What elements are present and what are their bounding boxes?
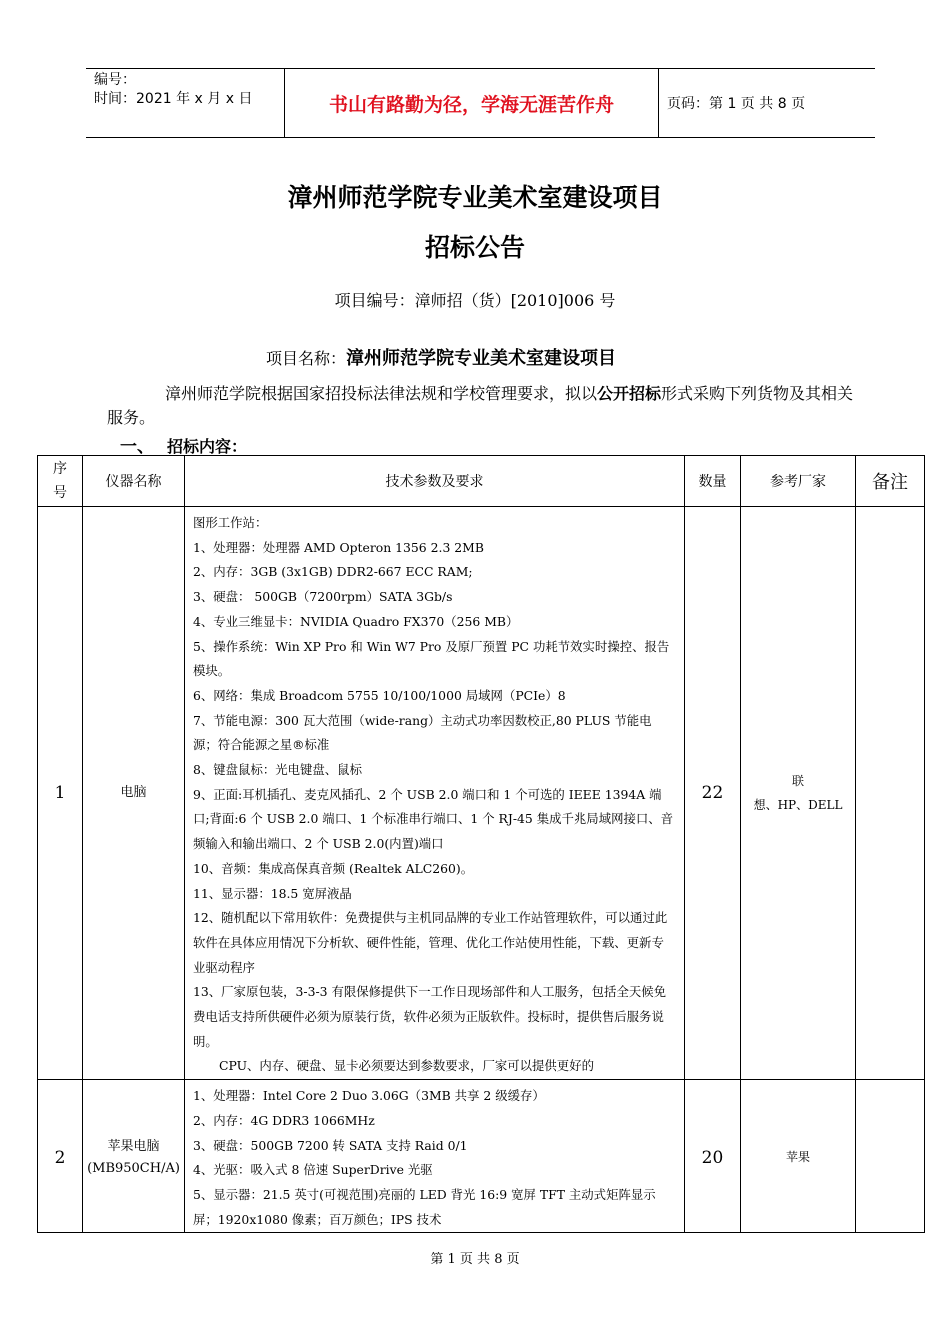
header-maker: 参考厂家: [741, 456, 856, 507]
section-title: 招标内容：: [167, 437, 248, 456]
section-heading: [107, 432, 247, 457]
row-name: 电脑: [83, 507, 185, 1080]
row-qty: 20: [685, 1080, 741, 1233]
spec-line: 1、处理器：Intel Core 2 Duo 3.06G（3MB 共享 2 级缓存）: [193, 1088, 545, 1104]
spec-line: 5、操作系统：Win XP Pro 和 Win W7 Pro 及原厂预置 PC 功耗节效实时操控、报告模块。: [193, 638, 670, 679]
row-spec: [185, 507, 685, 1080]
table-header-row: [38, 456, 925, 507]
project-number: 项目编号：漳师招（货）[2010]006 号: [334, 291, 616, 310]
header-note: 备注: [856, 456, 925, 507]
spec-line: 12、随机配以下常用软件：免费提供与主机同品牌的专业工作站管理软件，可以通过此软件在具体应用情况下分析软、硬件性能，管理、优化工作站使用性能，下载、更新专业驱动程序: [193, 910, 668, 975]
maker-line: 想、HP、DELL: [753, 798, 843, 813]
row-note: [856, 507, 925, 1080]
intro-paragraph: [107, 382, 857, 430]
header-spec: 技术参数及要求: [185, 456, 685, 507]
spec-line: 3、硬盘：500GB 7200 转 SATA 支持 Raid 0/1: [193, 1137, 468, 1153]
page-header: [86, 68, 875, 138]
spec-line: CPU、内存、硬盘、显卡必须要达到参数要求，厂家可以提供更好的: [219, 1058, 594, 1074]
name-line: (MB950CH/A): [87, 1160, 180, 1176]
spec-line: 图形工作站：: [193, 515, 268, 530]
project-name: [266, 344, 616, 370]
row-seq: 2: [38, 1080, 83, 1233]
header-meta: [86, 69, 285, 137]
maker-line: 联: [791, 774, 804, 789]
doc-title: 漳州师范学院专业美术室建设项目: [287, 183, 663, 212]
row-maker: 苹果: [741, 1080, 856, 1233]
name-line: 苹果电脑: [107, 1138, 160, 1154]
row-maker: [741, 507, 856, 1080]
bid-table: [37, 455, 925, 1233]
header-time: 时间：2021 年 x 月 x 日: [94, 91, 253, 107]
header-number: 编号：: [94, 72, 136, 88]
spec-line: 4、光驱：吸入式 8 倍速 SuperDrive 光驱: [193, 1162, 433, 1178]
section-number: 一、: [120, 437, 154, 457]
spec-line: 13、厂家原包装，3-3-3 有限保修提供下一工作日现场部件和人工服务，包括全天候免费电话支持所供硬件必须为原装行货，软件必须为正版软件。投标时，提供售后服务说明。: [193, 984, 667, 1049]
intro-bold: 公开招标: [597, 384, 662, 403]
table-row: [38, 1080, 925, 1233]
spec-line: 10、音频：集成高保真音频 (Realtek ALC260)。: [193, 860, 474, 876]
spec-line: 2、内存：3GB (3x1GB) DDR2-667 ECC RAM;: [193, 564, 473, 580]
table-row: [38, 507, 925, 1080]
spec-line: 5、显示器：21.5 英寸(可视范围)亮丽的 LED 背光 16:9 宽屏 TFT 主动式矩阵显示屏；1920x1080 像素；百万颜色；IPS 技术: [193, 1186, 656, 1227]
doc-subtitle: 招标公告: [424, 233, 525, 262]
intro-text-2: 形式采购下列货物及其相关服务。: [107, 384, 854, 427]
row-seq: 1: [38, 507, 83, 1080]
spec-line: 6、网络：集成 Broadcom 5755 10/100/1000 局域网（PCIe）8: [193, 687, 566, 703]
row-spec: [185, 1080, 685, 1233]
project-name-label: 项目名称：: [266, 349, 347, 368]
spec-line: 4、专业三维显卡：NVIDIA Quadro FX370（256 MB）: [193, 613, 519, 629]
spec-line: 9、正面:耳机插孔、麦克风插孔、2 个 USB 2.0 端口和 1 个可选的 IEEE 1394A 端口;背面:6 个 USB 2.0 端口、1 个标准串行端口、1 个 RJ-45 集成千兆局域网接口、音频输入和输出端口、2 个 USB 2.0(内置)端口: [193, 786, 674, 852]
spec-line: 11、显示器：18.5 宽屏液晶: [193, 885, 352, 901]
row-qty: 22: [685, 507, 741, 1080]
header-page: 页码：第 1 页 共 8 页: [667, 96, 806, 112]
page-footer: 第 1 页 共 8 页: [430, 1252, 520, 1267]
spec-line: 3、硬盘： 500GB（7200rpm）SATA 3Gb/s: [193, 589, 453, 605]
row-note: [856, 1080, 925, 1233]
header-qty: 数量: [685, 456, 741, 507]
spec-line: 7、节能电源：300 瓦大范围（wide-rang）主动式功率因数校正,80 PLUS 节能电源；符合能源之星®标准: [193, 712, 652, 753]
header-name: 仪器名称: [83, 456, 185, 507]
header-seq: 序号: [38, 456, 83, 507]
header-motto: 书山有路勤为径，学海无涯苦作舟: [285, 69, 659, 137]
spec-line: 8、键盘鼠标：光电键盘、鼠标: [193, 762, 362, 778]
project-name-value: 漳州师范学院专业美术室建设项目: [346, 348, 617, 369]
spec-line: 2、内存：4G DDR3 1066MHz: [193, 1112, 375, 1128]
row-name: [83, 1080, 185, 1233]
intro-text-1: 漳州师范学院根据国家招投标法律法规和学校管理要求，拟以: [165, 384, 598, 403]
spec-line: 1、处理器：处理器 AMD Opteron 1356 2.3 2MB: [193, 539, 484, 555]
